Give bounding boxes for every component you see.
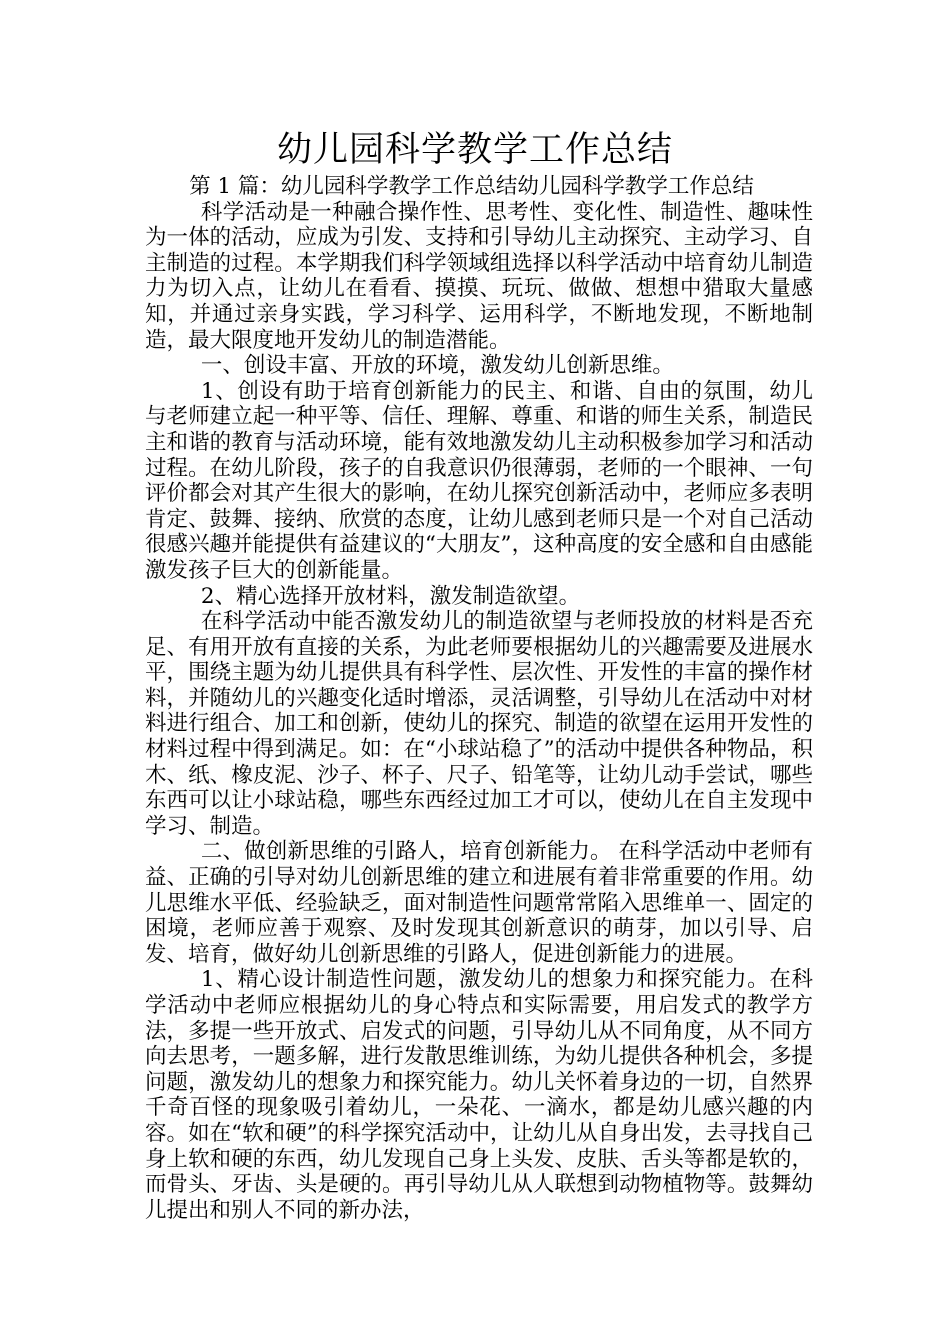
document-body xyxy=(145,174,813,1223)
chapter-heading: 第 1 篇：幼儿园科学教学工作总结幼儿园科学教学工作总结 xyxy=(189,174,754,199)
paragraph: 科学活动是一种融合操作性、思考性、变化性、制造性、趣味性为一体的活动，应成为引发、支持和引导幼儿主动探究、主动学习、自主制造的过程。本学期我们科学领域组选择以科学活动中培育幼儿制造力为切入点，让幼儿在看看、摸摸、玩玩、做做、想想中猎取大量感知，并通过亲身实践，学习科学、运用科学，不断地发现，不断地制造，最大限度地开发幼儿的制造潜能。 xyxy=(145,199,813,353)
document-title: 幼儿园科学教学工作总结 xyxy=(276,130,673,170)
paragraph: 1、精心设计制造性问题，激发幼儿的想象力和探究能力。在科学活动中老师应根据幼儿的身心特点和实际需要，用启发式的教学方法，多提一些开放式、启发式的问题，引导幼儿从不同角度，从不同方向去思考，一题多解，进行发散思维训练，为幼儿提供各种机会，多提问题，激发幼儿的想象力和探究能力。幼儿关怀着身边的一切，自然界千奇百怪的现象吸引着幼儿，一朵花、一滴水，都是幼儿感兴趣的内容。如在“软和硬”的科学探究活动中，让幼儿从自身出发，去寻找自己身上软和硬的东西，幼儿发现自己身上头发、皮肤、舌头等都是软的，而骨头、牙齿、头是硬的。再引导幼儿从人联想到动物植物等。鼓舞幼儿提出和别人不同的新办法， xyxy=(145,967,813,1223)
paragraph: 1、创设有助于培育创新能力的民主、和谐、自由的氛围，幼儿与老师建立起一种平等、信任、理解、尊重、和谐的师生关系，制造民主和谐的教育与活动环境，能有效地激发幼儿主动积极参加学习和活动过程。在幼儿阶段，孩子的自我意识仍很薄弱，老师的一个眼神、一句评价都会对其产生很大的影响，在幼儿探究创新活动中，老师应多表明肯定、鼓舞、接纳、欣赏的态度，让幼儿感到老师只是一个对自己活动很感兴趣并能提供有益建议的“大朋友”，这种高度的安全感和自由感能激发孩子巨大的创新能量。 xyxy=(145,378,813,583)
paragraph: 在科学活动中能否激发幼儿的制造欲望与老师投放的材料是否充足、有用开放有直接的关系，为此老师要根据幼儿的兴趣需要及进展水平，围绕主题为幼儿提供具有科学性、层次性、开发性的丰富的操作材料，并随幼儿的兴趣变化适时增添，灵活调整，引导幼儿在活动中对材料进行组合、加工和创新，使幼儿的探究、制造的欲望在运用开发性的材料过程中得到满足。如：在“小球站稳了”的活动中提供各种物品，积木、纸、橡皮泥、沙子、杯子、尺子、铅笔等，让幼儿动手尝试，哪些东西可以让小球站稳，哪些东西经过加工才可以，使幼儿在自主发现中学习、制造。 xyxy=(145,609,813,839)
section-paragraph: 二、做创新思维的引路人，培育创新能力。 在科学活动中老师有益、正确的引导对幼儿创新思维的建立和进展有着非常重要的作用。幼儿思维水平低、经验缺乏，面对制造性问题常常陷入思维单一、固定的困境，老师应善于观察、及时发现其创新意识的萌芽，加以引导、启发、培育，做好幼儿创新思维的引路人，促进创新能力的进展。 xyxy=(145,839,813,967)
section-heading: 一、创设丰富、开放的环境，激发幼儿创新思维。 xyxy=(200,353,674,379)
subsection-heading: 2、精心选择开放材料，激发制造欲望。 xyxy=(200,583,581,609)
